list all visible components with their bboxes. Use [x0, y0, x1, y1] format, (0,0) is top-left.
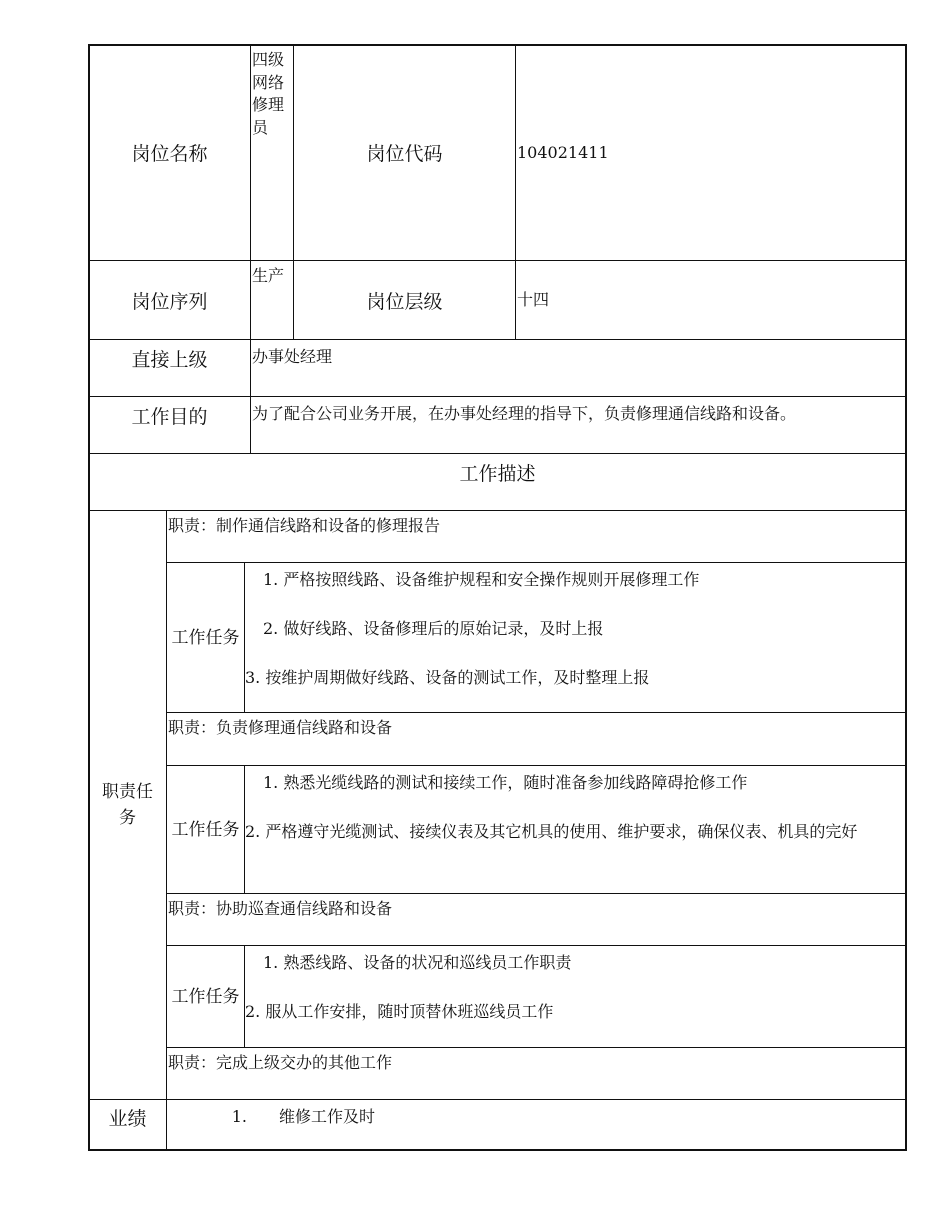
superior-value: 办事处经理: [250, 339, 907, 397]
responsibility-title: 职责：负责修理通信线路和设备: [166, 712, 907, 766]
position-code-label: 岗位代码: [293, 44, 516, 261]
purpose-value: 为了配合公司业务开展，在办事处经理的指导下，负责修理通信线路和设备。: [250, 396, 907, 454]
task-label: 工作任务: [166, 562, 245, 713]
task-item: 1. 熟悉线路、设备的状况和巡线员工作职责: [263, 953, 572, 972]
level-label: 岗位层级: [293, 260, 516, 340]
task-item: 2. 严格遵守光缆测试、接续仪表及其它机具的使用、维护要求，确保仪表、机具的完好: [245, 822, 858, 841]
sequence-label: 岗位序列: [88, 260, 251, 340]
task-item: 2. 做好线路、设备修理后的原始记录，及时上报: [263, 619, 604, 638]
level-value: 十四: [515, 260, 907, 340]
sequence-value: 生产: [250, 260, 294, 340]
position-code-value: 104021411: [515, 44, 907, 261]
performance-item: [167, 1104, 906, 1127]
position-name-value: 四级网络修理员: [250, 44, 294, 261]
position-name-label: 岗位名称: [88, 44, 251, 261]
task-item: 2. 服从工作安排，随时顶替休班巡线员工作: [245, 1002, 554, 1021]
task-list: [244, 765, 907, 894]
task-item: 1. 严格按照线路、设备维护规程和安全操作规则开展修理工作: [263, 570, 700, 589]
responsibilities-label: 职责任务: [88, 510, 167, 1100]
performance-label: 业绩: [88, 1099, 167, 1151]
purpose-label: 工作目的: [88, 396, 251, 454]
task-item: 3. 按维护周期做好线路、设备的测试工作，及时整理上报: [245, 668, 650, 687]
responsibility-title: 职责：制作通信线路和设备的修理报告: [166, 510, 907, 563]
performance-item-text: 维修工作及时: [279, 1107, 376, 1126]
performance-list: [166, 1099, 907, 1151]
task-list: [244, 945, 907, 1048]
task-label: 工作任务: [166, 945, 245, 1048]
task-list: [244, 562, 907, 713]
task-label: 工作任务: [166, 765, 245, 894]
performance-item-number: 1.: [231, 1107, 247, 1126]
responsibility-title: 职责：协助巡查通信线路和设备: [166, 893, 907, 946]
task-item: 1. 熟悉光缆线路的测试和接续工作，随时准备参加线路障碍抢修工作: [263, 773, 748, 792]
superior-label: 直接上级: [88, 339, 251, 397]
responsibility-title: 职责：完成上级交办的其他工作: [166, 1047, 907, 1100]
work-description-title: 工作描述: [88, 453, 907, 511]
